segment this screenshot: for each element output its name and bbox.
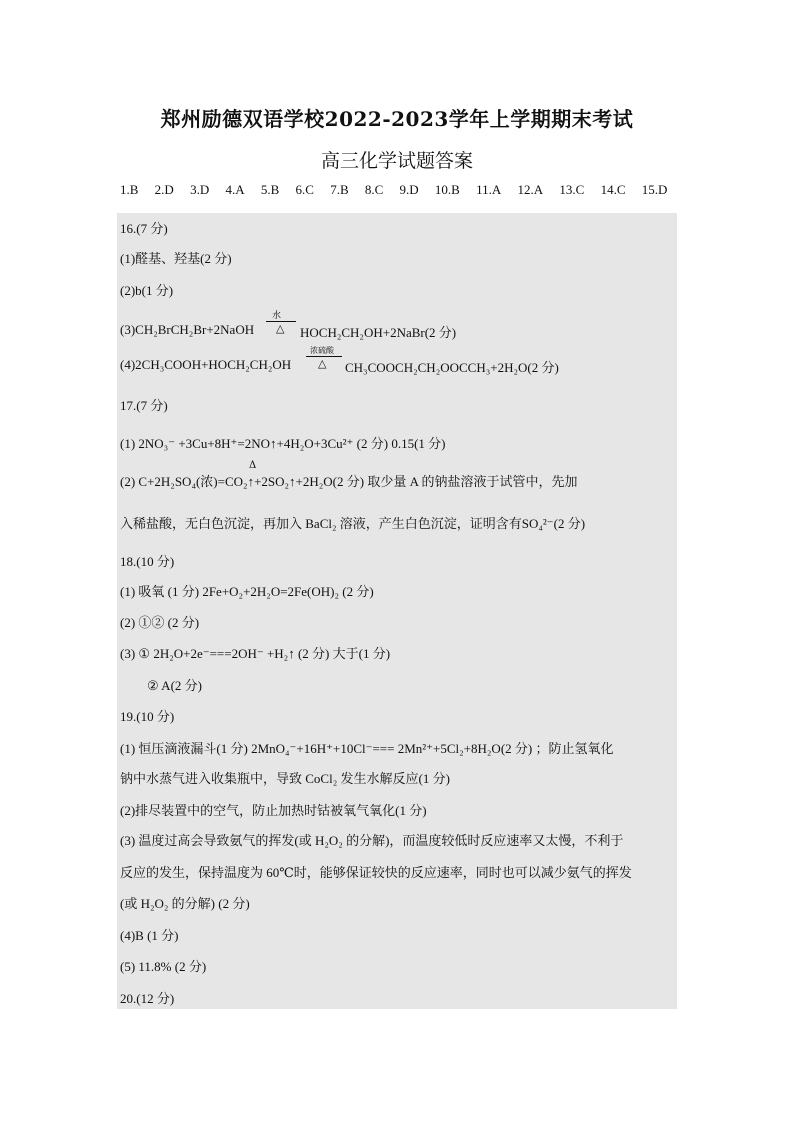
choice-answer: 2.D: [154, 182, 174, 197]
choice-answer: 12.A: [517, 182, 544, 197]
choice-answer: 10.B: [434, 182, 460, 197]
heat-triangle-icon: △: [318, 357, 327, 370]
choice-answer: 5.B: [260, 182, 280, 197]
q18-part3: (3) ① 2H₂O+2e⁻===2OH⁻ +H₂↑ (2 分) 大于(1 分): [120, 646, 391, 661]
q18-part1: (1) 吸氧 (1 分) 2Fe+O₂+2H₂O=2Fe(OH)₂ (2 分): [120, 584, 374, 599]
q16-part2: (2)b(1 分): [120, 283, 174, 298]
q16-part3-reactants: (3)CH₂BrCH₂Br+2NaOH: [120, 322, 255, 337]
document-title: 郑州励德双语学校2022-2023学年上学期期末考试: [160, 107, 634, 131]
q16-part4-condition: 浓硫酸: [310, 346, 334, 355]
choice-answer: 6.C: [295, 182, 314, 197]
heat-delta-icon: Δ: [249, 460, 257, 471]
choice-answers-row: [120, 182, 680, 198]
q19-part5: (5) 11.8% (2 分): [120, 959, 207, 974]
q19-part1-line2: 钠中水蒸气进入收集瓶中，导致 CoCl₂ 发生水解反应(1 分): [120, 771, 450, 786]
document-subtitle: 高三化学试题答案: [320, 150, 473, 172]
choice-answer: 14.C: [600, 182, 626, 197]
choice-answer: 9.D: [399, 182, 419, 197]
q16-heading: 16.(7 分): [120, 221, 168, 236]
choice-answer: 11.A: [476, 182, 502, 197]
q17-part2-line2: 入稀盐酸，无白色沉淀，再加入 BaCl₂ 溶液，产生白色沉淀，证明含有SO₄²⁻(2 分): [120, 516, 586, 531]
q20-heading: 20.(12 分): [120, 991, 175, 1006]
choice-answer: 13.C: [559, 182, 585, 197]
choice-answer: 4.A: [225, 182, 245, 197]
q19-part4: (4)B (1 分): [120, 928, 179, 943]
q16-part1: (1)醛基、羟基(2 分): [120, 251, 232, 266]
q17-heading: 17.(7 分): [120, 398, 168, 413]
q19-part3-line3: (或 H₂O₂ 的分解) (2 分): [120, 896, 250, 911]
choice-answer: 3.D: [190, 182, 210, 197]
q18-part3-sub2: ② A(2 分): [147, 678, 202, 693]
q19-heading: 19.(10 分): [120, 709, 175, 724]
q18-part2: (2) ①② (2 分): [120, 615, 200, 630]
q19-part2: (2)排尽装置中的空气，防止加热时钴被氧气氧化(1 分): [120, 803, 427, 818]
q16-part4-products: CH₃COOCH₂CH₂OOCCH₃+2H₂O(2 分): [345, 360, 559, 375]
choice-answer: 8.C: [364, 182, 384, 197]
q19-part3-line1: (3) 温度过高会导致氨气的挥发(或 H₂O₂ 的分解)，而温度较低时反应速率又太慢，不利于: [120, 833, 624, 848]
choice-answer: 7.B: [330, 182, 349, 197]
q16-part3-condition: 水: [272, 311, 282, 321]
choice-answer: 1.B: [120, 182, 139, 197]
heat-triangle-icon: △: [276, 322, 285, 335]
q17-part2-line1: (2) C+2H₂SO₄(浓)=CO₂↑+2SO₂↑+2H₂O(2 分) 取少量 A 的钠盐溶液于试管中，先加: [120, 474, 578, 489]
q19-part1-line1: (1) 恒压滴液漏斗(1 分) 2MnO₄⁻+16H⁺+10Cl⁻=== 2Mn²⁺+5Cl₂+8H₂O(2 分) ；防止氢氧化: [120, 741, 614, 756]
q19-part3-line2: 反应的发生，保持温度为 60℃时，能够保证较快的反应速率，同时也可以减少氨气的挥发: [120, 865, 632, 880]
q17-part1: (1) 2NO₃⁻ +3Cu+8H⁺=2NO↑+4H₂O+3Cu²⁺ (2 分) 0.15(1 分): [120, 436, 446, 451]
q16-part4-reactants: (4)2CH₃COOH+HOCH₂CH₂OH: [120, 357, 292, 372]
q18-heading: 18.(10 分): [120, 554, 175, 569]
choice-answer: 15.D: [641, 182, 668, 197]
q16-part3-products: HOCH₂CH₂OH+2NaBr(2 分): [300, 325, 457, 340]
